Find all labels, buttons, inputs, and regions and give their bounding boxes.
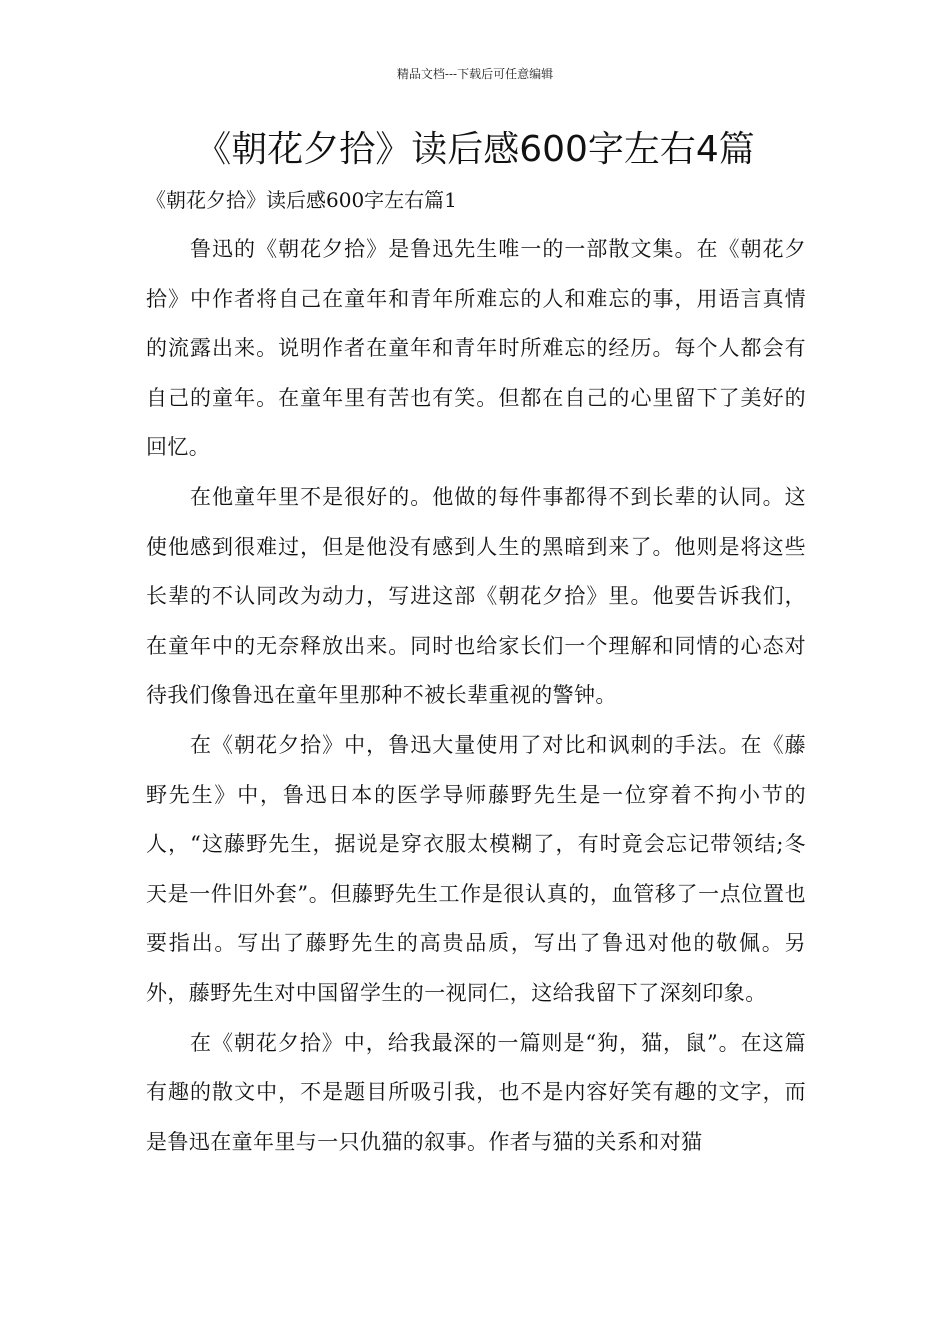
header-note: 精品文档---下载后可任意编辑 bbox=[396, 67, 554, 81]
paragraph-4: 在《朝花夕拾》中，给我最深的一篇则是“狗，猫，鼠”。在这篇有趣的散文中，不是题目所吸引我，也不是内容好笑有趣的文字，而是鲁迅在童年里与一只仇猫的叙事。作者与猫的关系和对猫 bbox=[146, 1030, 806, 1154]
section-heading: 《朝花夕拾》读后感600字左右篇1 bbox=[146, 188, 457, 212]
paragraph-1: 鲁迅的《朝花夕拾》是鲁迅先生唯一的一部散文集。在《朝花夕拾》中作者将自己在童年和青年所难忘的人和难忘的事，用语言真情的流露出来。说明作者在童年和青年时所难忘的经历。每个人都会有自己的童年。在童年里有苦也有笑。但都在自己的心里留下了美好的回忆。 bbox=[146, 237, 806, 460]
document-title: 《朝花夕拾》读后感600字左右4篇 bbox=[195, 129, 755, 170]
paragraph-2: 在他童年里不是很好的。他做的每件事都得不到长辈的认同。这使他感到很难过，但是他没有感到人生的黑暗到来了。他则是将这些长辈的不认同改为动力，写进这部《朝花夕拾》里。他要告诉我们，在童年中的无奈释放出来。同时也给家长们一个理解和同情的心态对待我们像鲁迅在童年里那种不被长辈重视的警钟。 bbox=[146, 484, 806, 708]
document-body bbox=[146, 225, 806, 1167]
paragraph-3: 在《朝花夕拾》中，鲁迅大量使用了对比和讽刺的手法。在《藤野先生》中，鲁迅日本的医学导师藤野先生是一位穿着不拘小节的人，“这藤野先生，据说是穿衣服太模糊了，有时竟会忘记带领结;冬天是一件旧外套”。但藤野先生工作是很认真的，血管移了一点位置也要指出。写出了藤野先生的高贵品质，写出了鲁迅对他的敬佩。另外，藤野先生对中国留学生的一视同仁，这给我留下了深刻印象。 bbox=[146, 732, 806, 1005]
